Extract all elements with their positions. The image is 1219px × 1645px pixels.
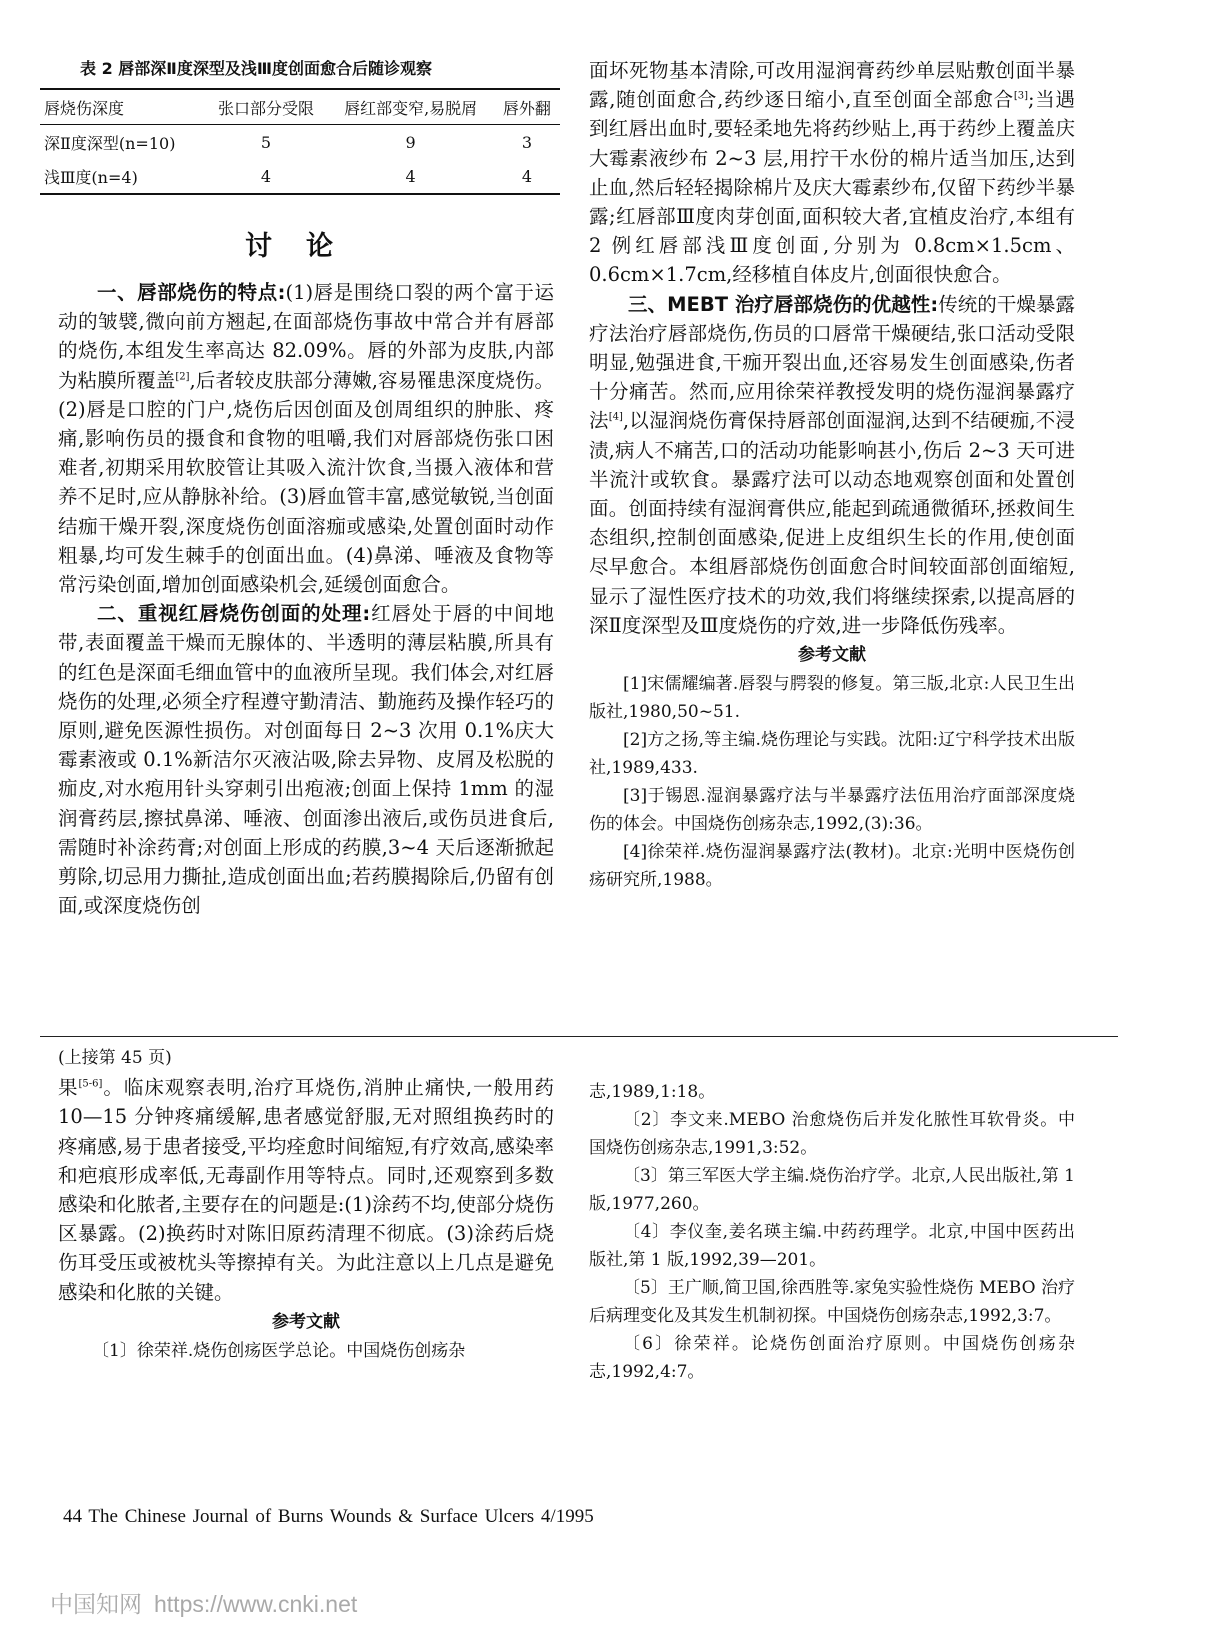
paragraph-heading: 一、唇部烧伤的特点: <box>97 281 286 304</box>
reference-item: 〔6〕徐荣祥。论烧伤创面治疗原则。中国烧伤创疡杂志,1992,4:7。 <box>589 1334 1075 1382</box>
table-cell: 5 <box>260 132 272 152</box>
paragraph-text: ,以湿润烧伤膏保持唇部创面湿润,达到不结硬痂,不浸渍,病人不痛苦,口的活动功能影响甚小,伤后 2~3 天可进半流汁或软食。暴露疗法可以动态地观察创面和处置创面。创面持续有湿润膏供应,能起到疏通微循环,拯救间生态组织,控制创面感染,促进上皮组织生长的作用,使创面尽早愈合。本组唇部烧伤创面愈合时间较面部创面缩短,显示了湿性医疗技术的功效,我们将继续探索,以提高唇的深Ⅱ度深型及Ⅲ度烧伤的疗效,进一步降低伤残率。 <box>589 409 1075 637</box>
table-cell: 9 <box>405 132 416 152</box>
reference-item: 〔1〕徐荣祥.烧伤创疡医学总论。中国烧伤创疡杂 <box>92 1340 466 1361</box>
table-cell: 3 <box>521 132 533 152</box>
paragraph-text: ,后者较皮肤部分薄嫩,容易罹患深度烧伤。(2)唇是口腔的门户,烧伤后因创面及创周组织的肿胀、疼痛,影响伤员的摄食和食物的咀嚼,我们对唇部烧伤张口困难者,初期采用软胶管让其吸入流汁饮食,当摄入液体和营养不足时,应从静脉补给。(3)唇血管丰富,感觉敏锐,当创面结痂干燥开裂,深度烧伤创面溶痂或感染,处置创面时动作粗暴,均可发生棘手的创面出血。(4)鼻涕、唾液及食物等常污染创面,增加创面感染机会,延缓创面愈合。 <box>58 368 554 597</box>
paragraph-text: 红唇处于唇的中间地带,表面覆盖干燥而无腺体的、半透明的薄层粘膜,所具有的红色是深面毛细血管中的血液所呈现。我们体会,对红唇烧伤的处理,必须全疗程遵守勤清洁、勤施药及操作轻巧的原则,避免医源性损伤。对创面每日 2~3 次用 0.1%庆大霉素液或 0.1%新洁尔灭液沾吸,除去异物、皮屑及松脱的痂皮,对水疱用针头穿刺引出疱液;创面上保持 1mm 的湿润膏药层,擦拭鼻涕、唾液、创面渗出液后,或伤员进食后,需随时补涂药膏;对创面上形成的药膜,3~4 天后逐渐掀起剪除,切忌用力撕扯,造成创面出血;若药膜揭除后,仍留有创面,或深度烧伤创 <box>58 602 554 918</box>
cnki-logo: 中国知网 <box>50 1592 142 1618</box>
upper-right-column <box>589 56 1075 894</box>
table-header-cell: 唇烧伤深度 <box>40 89 205 125</box>
reference-item: [2]方之扬,等主编.烧伤理论与实践。沈阳:辽宁科学技术出版社,1989,433. <box>589 730 1075 779</box>
table-cell: 4 <box>494 159 560 194</box>
paragraph-2-continued <box>589 56 1075 290</box>
citation: [4] <box>608 411 623 423</box>
paragraph-2 <box>58 599 554 920</box>
references-title: 参考文献 <box>798 645 866 666</box>
table-cell: 4 <box>327 159 494 194</box>
watermark <box>50 1586 357 1619</box>
upper-left-column <box>58 278 554 920</box>
paragraph-1 <box>58 278 554 599</box>
table-cell: 4 <box>205 159 328 194</box>
table-header-cell: 唇红部变窄,易脱屑 <box>327 89 494 125</box>
reference-item: 〔3〕第三军医大学主编.烧伤治疗学。北京,人民出版社,第 1 版,1977,260。 <box>589 1166 1075 1214</box>
paragraph-text: 传统的干燥暴露疗法治疗唇部烧伤,伤员的口唇常干燥硬结,张口活动受限明显,勉强进食,干痂开裂出血,还容易发生创面感染,伤者十分痛苦。然而,应用徐荣祥教授发明的烧伤湿润暴露疗法 <box>589 292 1075 433</box>
paragraph-3 <box>589 290 1075 640</box>
reference-continued: 志,1989,1:18。 <box>589 1082 716 1102</box>
section-divider <box>40 1036 1118 1037</box>
paragraph-heading: 二、重视红唇烧伤创面的处理: <box>97 602 371 626</box>
reference-item: [4]徐荣祥.烧伤湿润暴露疗法(教材)。北京:光明中医烧伤创疡研究所,1988。 <box>589 842 1075 891</box>
table-row <box>40 125 560 160</box>
citation: [3] <box>1013 90 1028 102</box>
paragraph-text: (1)唇是围绕口裂的两个富于运动的皱襞,微向前方翘起,在面部烧伤事故中常合并有唇部的烧伤,本组发生率高达 82.09%。唇的外部为皮肤,内部为粘膜所覆盖 <box>58 281 554 392</box>
table-header-cell: 张口部分受限 <box>205 89 328 125</box>
references-title: 参考文献 <box>272 1311 340 1332</box>
watermark-url[interactable]: https://www.cnki.net <box>154 1591 358 1617</box>
paragraph-text: ;当遇到红唇出血时,要轻柔地先将药纱贴上,再于药纱上覆盖庆大霉素液纱布 2~3 层,用拧干水份的棉片适当加压,达到止血,然后轻轻揭除棉片及庆大霉素纱布,仅留下药纱半暴露;红唇部Ⅲ度肉芽创面,面积较大者,宜植皮治疗,本组有 2 例红唇部浅Ⅲ度创面,分别为 0.8cm×1.5cm、0.6cm×1.7cm,经移植自体皮片,创面很快愈合。 <box>589 88 1075 287</box>
lower-right-column <box>589 1078 1075 1386</box>
table-header-cell: 唇外翻 <box>494 89 560 125</box>
paragraph-heading: 三、MEBT 治疗唇部烧伤的优越性: <box>628 292 939 316</box>
paragraph-text: 果 <box>58 1076 79 1100</box>
paragraph-text: 面坏死物基本清除,可改用湿润膏药纱单层贴敷创面半暴露,随创面愈合,药纱逐日缩小,直至创面全部愈合 <box>589 59 1075 112</box>
continued-note: (上接第 45 页) <box>58 1048 172 1068</box>
citation: [2] <box>175 371 190 383</box>
page-footer: 44 The Chinese Journal of Burns Wounds & Surface Ulcers 4/1995 <box>63 1506 594 1527</box>
section-title-discussion: 讨论 <box>245 231 367 262</box>
lower-left-column <box>58 1044 554 1365</box>
reference-item: 〔2〕李文来.MEBO 治愈烧伤后并发化脓性耳软骨炎。中国烧伤创疡杂志,1991,3:52。 <box>589 1110 1075 1158</box>
reference-item: 〔5〕王广顺,简卫国,徐西胜等.家兔实验性烧伤 MEBO 治疗后病理变化及其发生机制初探。中国烧伤创疡杂志,1992,3:7。 <box>589 1278 1075 1326</box>
citation: [5-6] <box>78 1078 103 1090</box>
table-caption: 表 2 唇部深Ⅱ度深型及浅Ⅲ度创面愈合后随诊观察 <box>80 59 432 78</box>
reference-item: [3]于锡恩.湿润暴露疗法与半暴露疗法伍用治疗面部深度烧伤的体会。中国烧伤创疡杂志,1992,(3):36。 <box>589 786 1075 835</box>
paragraph-ear-burns <box>58 1073 554 1307</box>
table-header-row <box>40 89 560 125</box>
paragraph-text: 。临床观察表明,治疗耳烧伤,消肿止痛快,一般用药 10—15 分钟疼痛缓解,患者感觉舒服,无对照组换药时的疼痛感,易于患者接受,平均痊愈时间缩短,有疗效高,感染率和疤痕形成率低,无毒副作用等特点。同时,还观察到多数感染和化脓者,主要存在的问题是:(1)涂药不均,使部分烧伤区暴露。(2)换药时对陈旧原药清理不彻底。(3)涂药后烧伤耳受压或被枕头等擦掉有关。为此注意以上几点是避免感染和化脓的关键。 <box>58 1076 554 1304</box>
table-2 <box>40 88 560 195</box>
reference-item: 〔4〕李仪奎,姜名瑛主编.中药药理学。北京,中国中医药出版社,第 1 版,1992,39—201。 <box>589 1222 1075 1270</box>
reference-item: [1]宋儒耀编著.唇裂与腭裂的修复。第三版,北京:人民卫生出版社,1980,50~51. <box>589 674 1075 723</box>
table-cell: 浅Ⅲ度(n=4) <box>40 159 205 194</box>
table-row <box>40 159 560 194</box>
table-cell: 深Ⅱ度深型(n=10) <box>44 133 176 153</box>
